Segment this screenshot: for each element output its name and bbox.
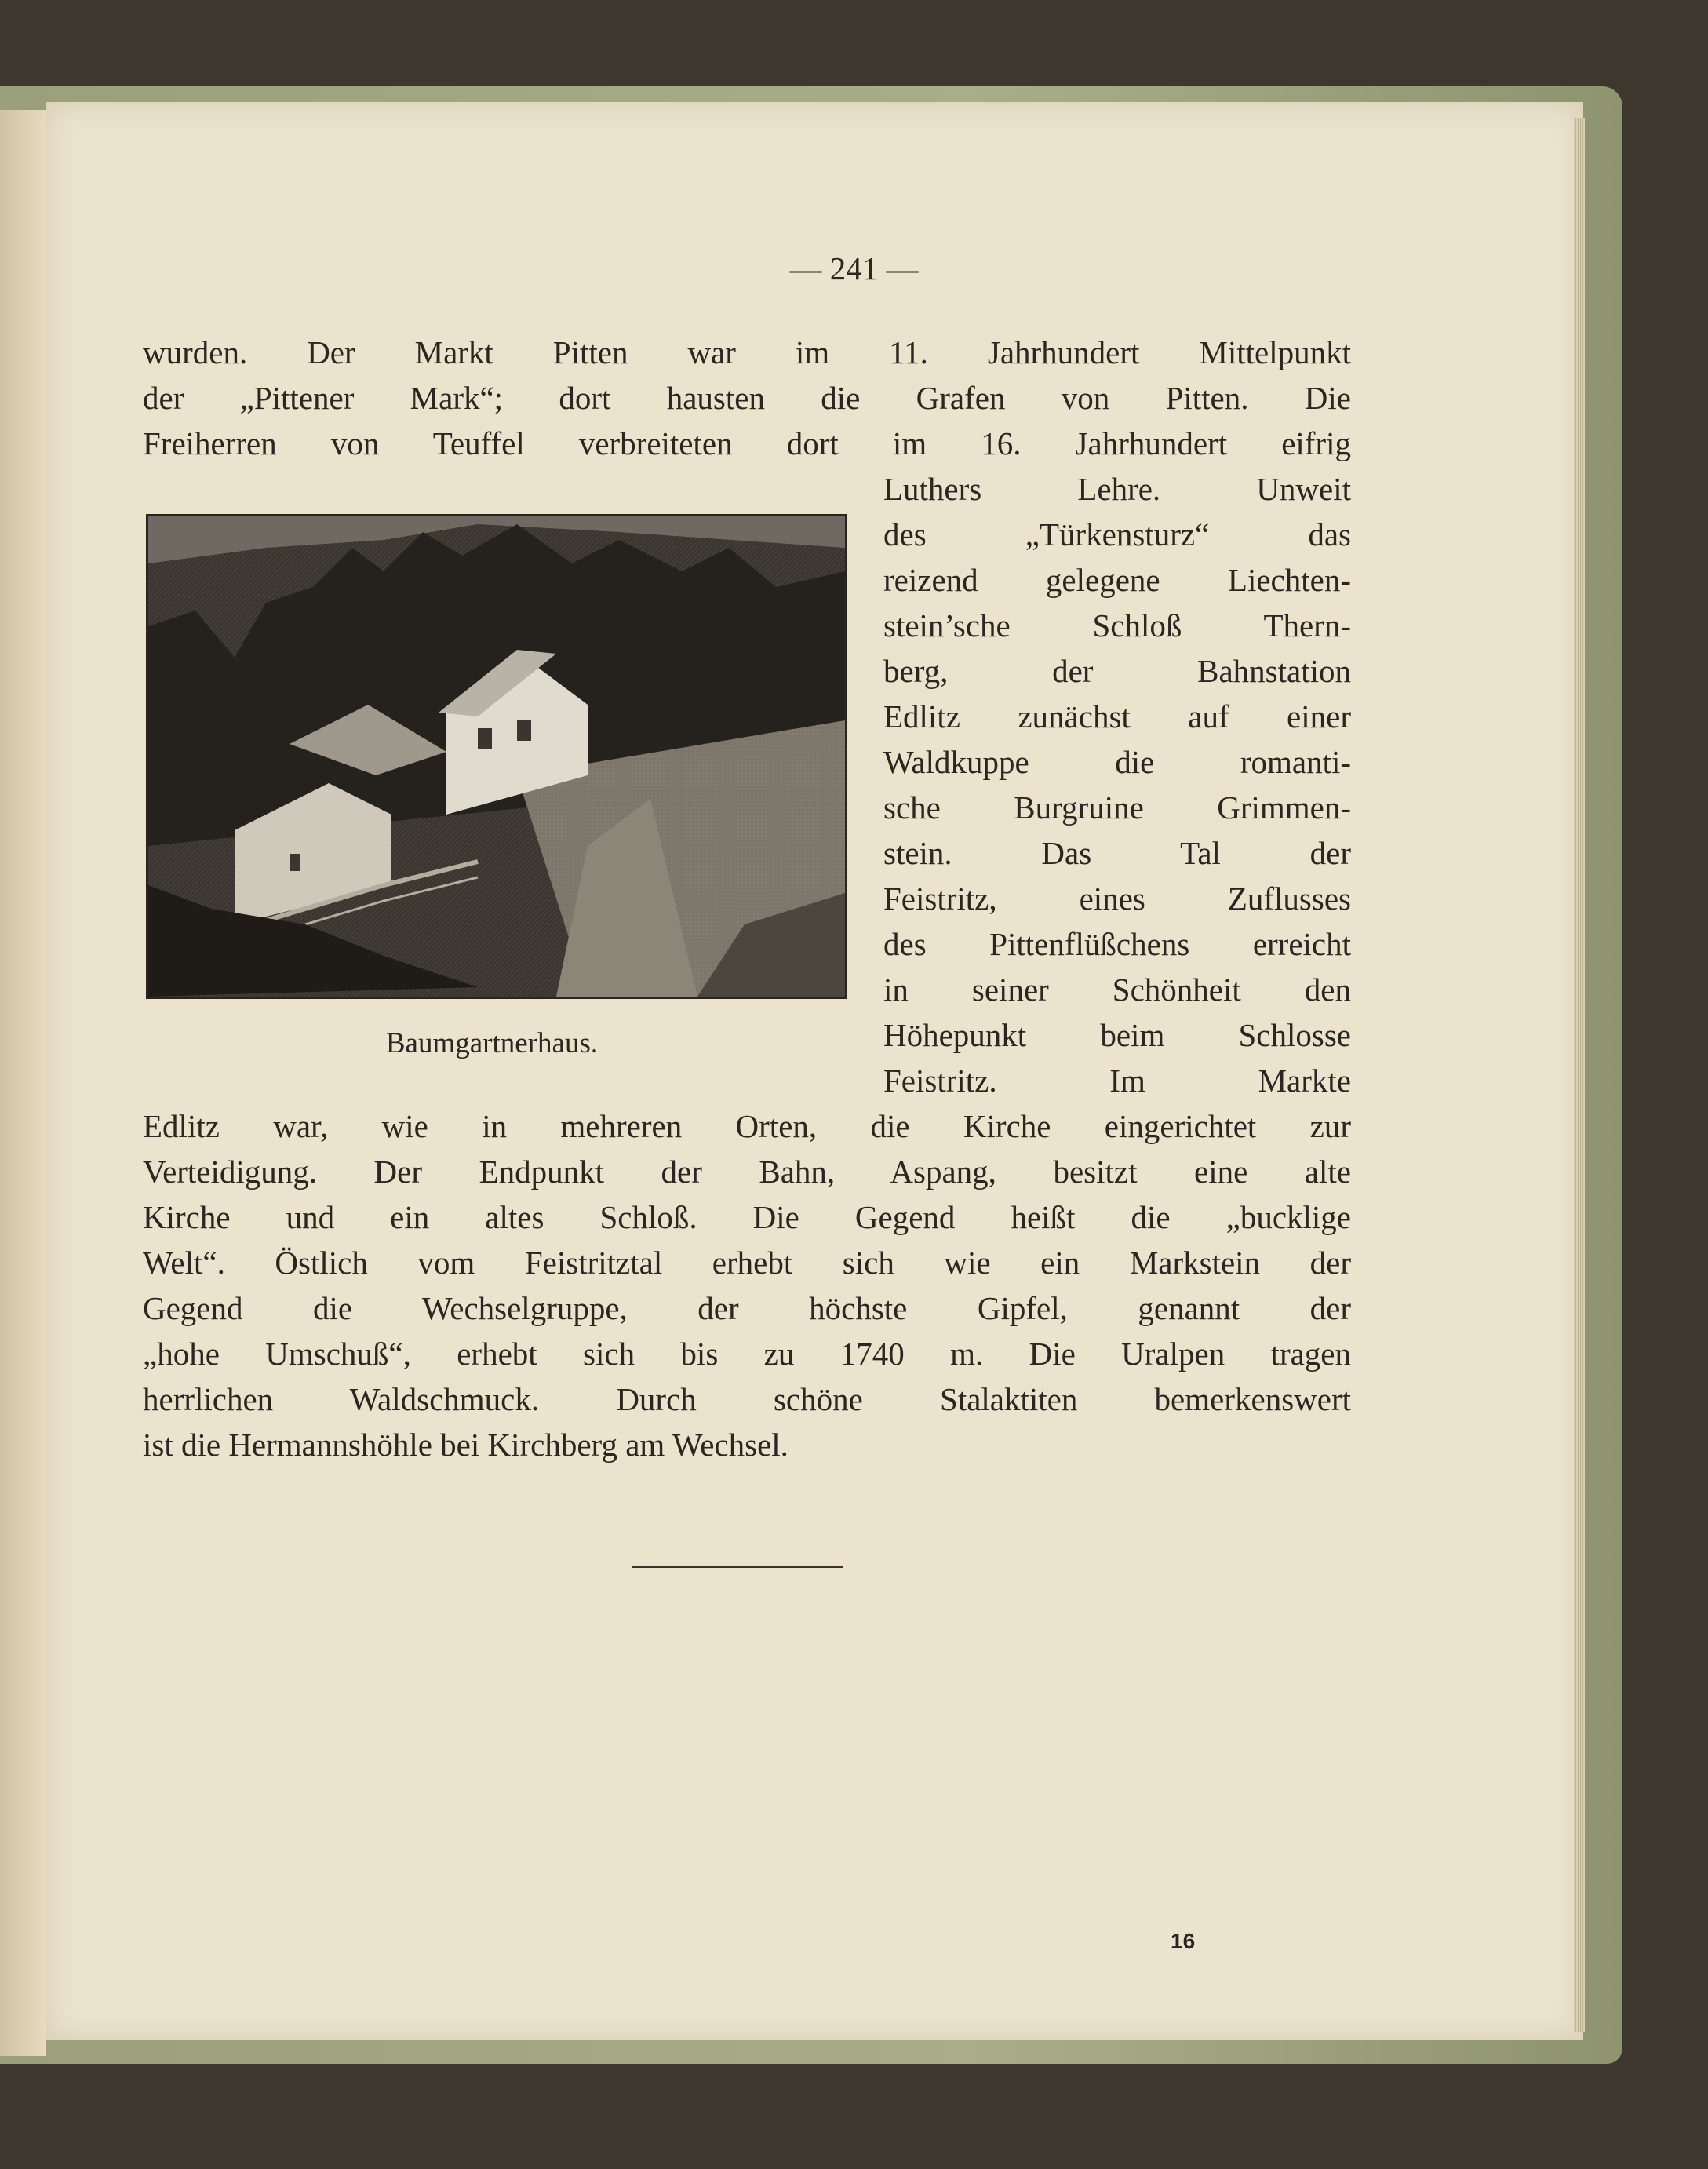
text-line: Feistritz. Im Markte (883, 1063, 1351, 1099)
text-line: reizend gelegene Liechten- (883, 562, 1351, 598)
text-line: des Pittenflüßchens erreicht (883, 926, 1351, 962)
text-line: herrlichen Waldschmuck. Durch schöne Stalaktiten bemerkenswert (143, 1381, 1351, 1417)
text-line: wurden. Der Markt Pitten war im 11. Jahrhundert Mittelpunkt (143, 334, 1351, 370)
text-line: Edlitz war, wie in mehreren Orten, die Kirche eingerichtet zur (143, 1108, 1351, 1144)
text-line: sche Burgruine Grimmen- (883, 789, 1351, 826)
text-line: in seiner Schönheit den (883, 971, 1351, 1008)
text-line: Höhepunkt beim Schlosse (883, 1017, 1351, 1053)
text-line: berg, der Bahnstation (883, 653, 1351, 689)
page-stack-edge (1574, 118, 1585, 2032)
text-line: Gegend die Wechselgruppe, der höchste Gipfel, genannt der (143, 1290, 1351, 1326)
text-line-last: ist die Hermannshöhle bei Kirchberg am Wechsel. (143, 1427, 788, 1463)
figure-image (146, 514, 847, 999)
text-line: Freiherren von Teuffel verbreiteten dort im 16. Jahrhundert eifrig (143, 425, 1351, 461)
figure-caption: Baumgartnerhaus. (385, 1027, 599, 1059)
text-line: stein’sche Schloß Thern- (883, 607, 1351, 643)
baumgartnerhaus-illustration (148, 516, 845, 997)
text-line: stein. Das Tal der (883, 835, 1351, 871)
text-line: Welt“. Östlich vom Feistritztal erhebt sich wie ein Markstein der (143, 1245, 1351, 1281)
text-line: Luthers Lehre. Unweit (883, 471, 1351, 507)
text-line: Waldkuppe die romanti- (883, 744, 1351, 780)
text-line: des „Türkensturz“ das (883, 516, 1351, 552)
text-line: der „Pittener Mark“; dort hausten die Grafen von Pitten. Die (143, 380, 1351, 416)
page-header: — 241 — (789, 250, 919, 286)
text-line: Kirche und ein altes Schloß. Die Gegend heißt die „bucklige (143, 1199, 1351, 1235)
text-line: Verteidigung. Der Endpunkt der Bahn, Aspang, besitzt eine alte (143, 1154, 1351, 1190)
text-line: Edlitz zunächst auf einer (883, 698, 1351, 735)
signature-mark: 16 (1171, 1929, 1196, 1953)
section-rule (632, 1566, 843, 1568)
previous-page-edge (0, 110, 46, 2056)
text-line: „hohe Umschuß“, erhebt sich bis zu 1740 m. Die Uralpen tragen (143, 1336, 1351, 1372)
text-line: Feistritz, eines Zuflusses (883, 880, 1351, 917)
